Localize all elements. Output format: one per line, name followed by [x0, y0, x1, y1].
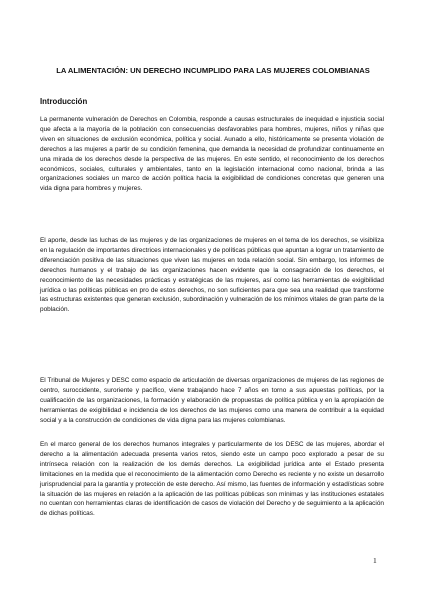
section-heading: Introducción — [40, 97, 88, 106]
page-number: 1 — [373, 556, 377, 565]
paragraph: En el marco general de los derechos humanos integrales y particularmente de los DESC de las mujeres, abordar el derecho a la alimentación adecuada presenta varios retos, siendo este un campo poco explorado a pesar de su intrínseca relación con la realización de los demás derechos. La exigibilidad jurídica ante el Estado presenta limitaciones en la medida que el reconocimiento de la alimentación como Derecho es reciente y no existe un desarrollo jurisprudencial para la garantía y protección de este derecho. Así mismo, las fuentes de información y estadísticas sobre la situación de las mujeres en relación a la aplicación de las políticas públicas son mínimas y las instituciones estatales no cuentan con herramientas claras de identificación de casos de violación del Derecho y de seguimiento a la aplicación de dichas políticas. — [40, 441, 384, 518]
paragraph: El Tribunal de Mujeres y DESC como espacio de articulación de diversas organizaciones de mujeres de las regiones de centro, suroccidente, suroriente y pacífico, viene trabajando hace 7 años en torno a sus apuestas políticas, por la cualificación de las organizaciones, la formación y elaboración de propuestas de política pública y en la apropiación de herramientas de exigibilidad e incidencia de los derechos de las mujeres como una manera de contribuir a la equidad social y a la construcción de condiciones de vida digna para las mujeres colombianas. — [40, 377, 384, 424]
document-title: LA ALIMENTACIÓN: UN DERECHO INCUMPLIDO PARA LAS MUJERES COLOMBIANAS — [56, 66, 370, 75]
paragraph: El aporte, desde las luchas de las mujeres y de las organizaciones de mujeres en el tema de los derechos, se visibiliza en la regulación de importantes directrices internacionales y de políticas públicas que apuntan a lograr un tratamiento de diferenciación positiva de las situaciones que viven las mujeres en toda relación social. Sin embargo, los informes de derechos humanos y el trabajo de las organizaciones hacen evidente que la consagración de los derechos, el reconocimiento de las necesidades prácticas y estratégicas de las mujeres, así como las herramientas de exigibilidad jurídica o las políticas públicas en pro de estos derechos, no son suficientes para que sea una realidad que transforme las estructuras existentes que generan exclusión, subordinación y vulneración de los mínimos vitales de gran parte de la población. — [40, 237, 384, 314]
paragraph: La permanente vulneración de Derechos en Colombia, responde a causas estructurales de inequidad e injusticia social que afecta a la mayoría de la población con consecuencias desfavorables para hombres, mujeres, niños y niñas que viven en situaciones de exclusión económica, política y social. Aunado a ello, históricamente se presenta violación de derechos a las mujeres a partir de su condición femenina, que demanda la necesidad de profundizar continuamente en una mirada de los derechos desde la perspectiva de las mujeres. En este sentido, el reconocimiento de los derechos económicos, sociales, culturales y ambientales, tanto en la legislación internacional como nacional, brinda a las organizaciones sociales un marco de acción política hacia la exigibilidad de condiciones concretas que generen una vida digna para hombres y mujeres. — [40, 116, 384, 193]
